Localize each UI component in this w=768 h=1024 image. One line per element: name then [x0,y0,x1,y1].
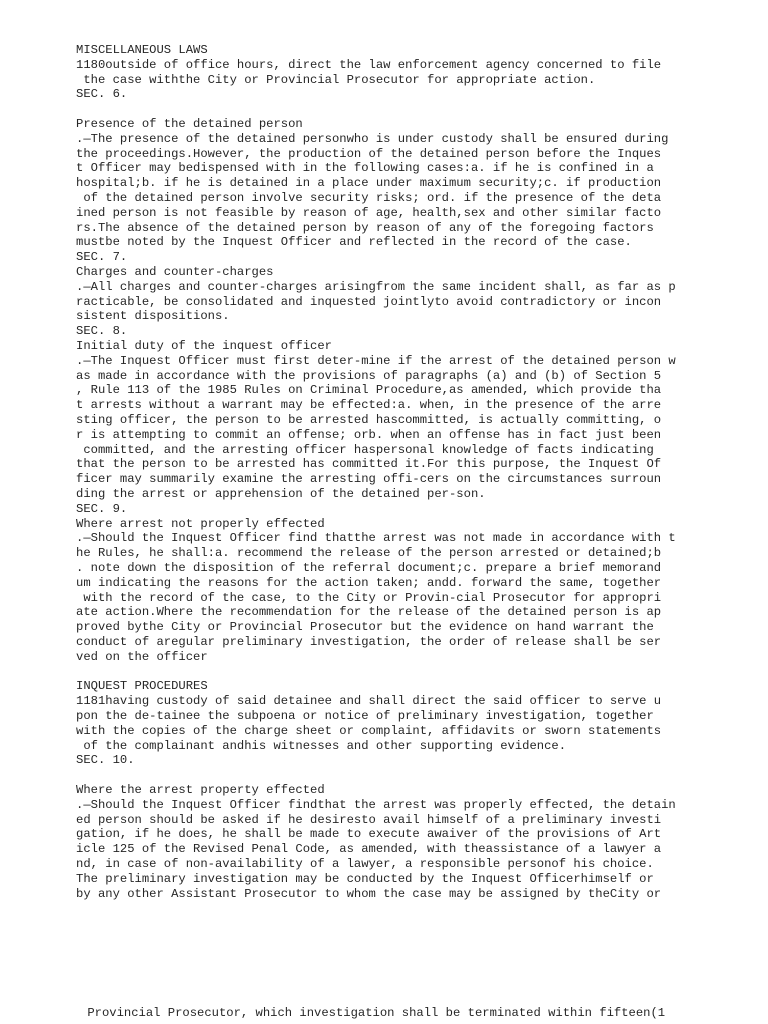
text-line: SEC. 8. [76,324,128,339]
text-line: with the copies of the charge sheet or complaint, affidavits or sworn statements [76,723,662,738]
text-line: ed person should be asked if he desiresto avail himself of a preliminary investi [76,812,662,827]
text-line: SEC. 10. [76,753,135,768]
text-line: .—All charges and counter-charges arisingfrom the same incident shall, as far as p [76,279,676,294]
text-line: conduct of aregular preliminary investigation, the order of release shall be ser [76,635,662,649]
text-line: r is attempting to commit an offense; orb. when an offense has in fact just been [76,427,662,442]
text-line: rs.The absence of the detained person by reason of any of the foregoing factors [76,220,654,235]
text-line: by any other Assistant Prosecutor to whom the case may be assigned by theCity or [76,886,662,901]
text-line: he Rules, he shall:a. recommend the release of the person arrested or detained;b [76,546,662,561]
text-line: racticable, be consolidated and inquested jointlyto avoid contradictory or incon [76,294,662,309]
text-line: ding the arrest or apprehension of the detained per-son. [76,487,486,501]
text-line: that the person to be arrested has committed it.For this purpose, the Inquest Of [76,457,662,472]
text-line: gation, if he does, he shall be made to execute awaiver of the provisions of Art [76,827,662,842]
text-line: mustbe noted by the Inquest Officer and reflected in the record of the case. [76,235,632,250]
text-line: SEC. 9. [76,501,128,516]
text-line: Presence of the detained person [76,117,303,131]
text-line: proved bythe City or Provincial Prosecutor but the evidence on hand warrant the [76,620,654,635]
text-line: .—Should the Inquest Officer find thatthe arrest was not made in accordance with t [76,531,676,546]
text-line: 1181having custody of said detainee and shall direct the said officer to serve u [76,694,662,709]
continuation-line: Provincial Prosecutor, which investigation shall be terminated within fifteen(1 [80,1006,666,1020]
text-line: Initial duty of the inquest officer [76,339,332,353]
text-line: of the detained person involve security risks; ord. if the presence of the deta [76,191,662,205]
text-line: as made in accordance with the provisions of paragraphs (a) and (b) of Section 5 [76,368,662,383]
text-line: Where arrest not properly effected [76,516,325,531]
text-line: MISCELLANEOUS LAWS [76,43,208,57]
text-line: the proceedings.However, the production of the detained person before the Inques [76,146,662,161]
text-line: . note down the disposition of the referral document;c. prepare a brief memorand [76,561,662,575]
text-line: ined person is not feasible by reason of age, health,sex and other similar facto [76,205,662,220]
text-line: Charges and counter-charges [76,265,274,279]
text-line: ficer may summarily examine the arresting offi-cers on the circumstances surroun [76,472,662,487]
text-line: The preliminary investigation may be conducted by the Inquest Officerhimself or [76,871,654,886]
text-line: t arrests without a warrant may be effected:a. when, in the presence of the arre [76,398,662,413]
text-line: icle 125 of the Revised Penal Code, as amended, with theassistance of a lawyer a [76,842,662,857]
text-line: hospital;b. if he is detained in a place under maximum security;c. if production [76,176,662,191]
text-line: ved on the officer [76,649,208,664]
text-line: of the complainant andhis witnesses and other supporting evidence. [76,738,567,753]
text-line: 1180outside of office hours, direct the law enforcement agency concerned to file [76,57,662,72]
text-line: ate action.Where the recommendation for the release of the detained person is ap [76,605,662,620]
text-line: INQUEST PROCEDURES [76,679,208,694]
text-line: pon the de-tainee the subpoena or notice of preliminary investigation, together [76,709,654,723]
text-line: sistent dispositions. [76,309,230,324]
text-line: nd, in case of non-availability of a lawyer, a responsible personof his choice. [76,857,654,871]
text-line: SEC. 6. [76,87,128,102]
text-line: with the record of the case, to the City or Provin-cial Prosecutor for appropri [76,590,662,605]
text-line: the case withthe City or Provincial Prosecutor for appropriate action. [76,72,596,87]
text-line: sting officer, the person to be arrested hascommitted, is actually committing, o [76,413,662,427]
text-line: .—The presence of the detained personwho is under custody shall be ensured during [76,131,669,146]
text-line: um indicating the reasons for the action taken; andd. forward the same, together [76,575,662,590]
text-line: t Officer may bedispensed with in the following cases:a. if he is confined in a [76,161,654,176]
text-line: .—The Inquest Officer must first deter-mine if the arrest of the detained person w [76,353,676,368]
text-line: , Rule 113 of the 1985 Rules on Criminal Procedure,as amended, which provide tha [76,383,662,398]
text-line: Where the arrest property effected [76,783,325,797]
text-line: committed, and the arresting officer haspersonal knowledge of facts indicating [76,442,654,457]
text-line: .—Should the Inquest Officer findthat the arrest was properly effected, the detain [76,797,676,812]
text-line: SEC. 7. [76,250,128,265]
